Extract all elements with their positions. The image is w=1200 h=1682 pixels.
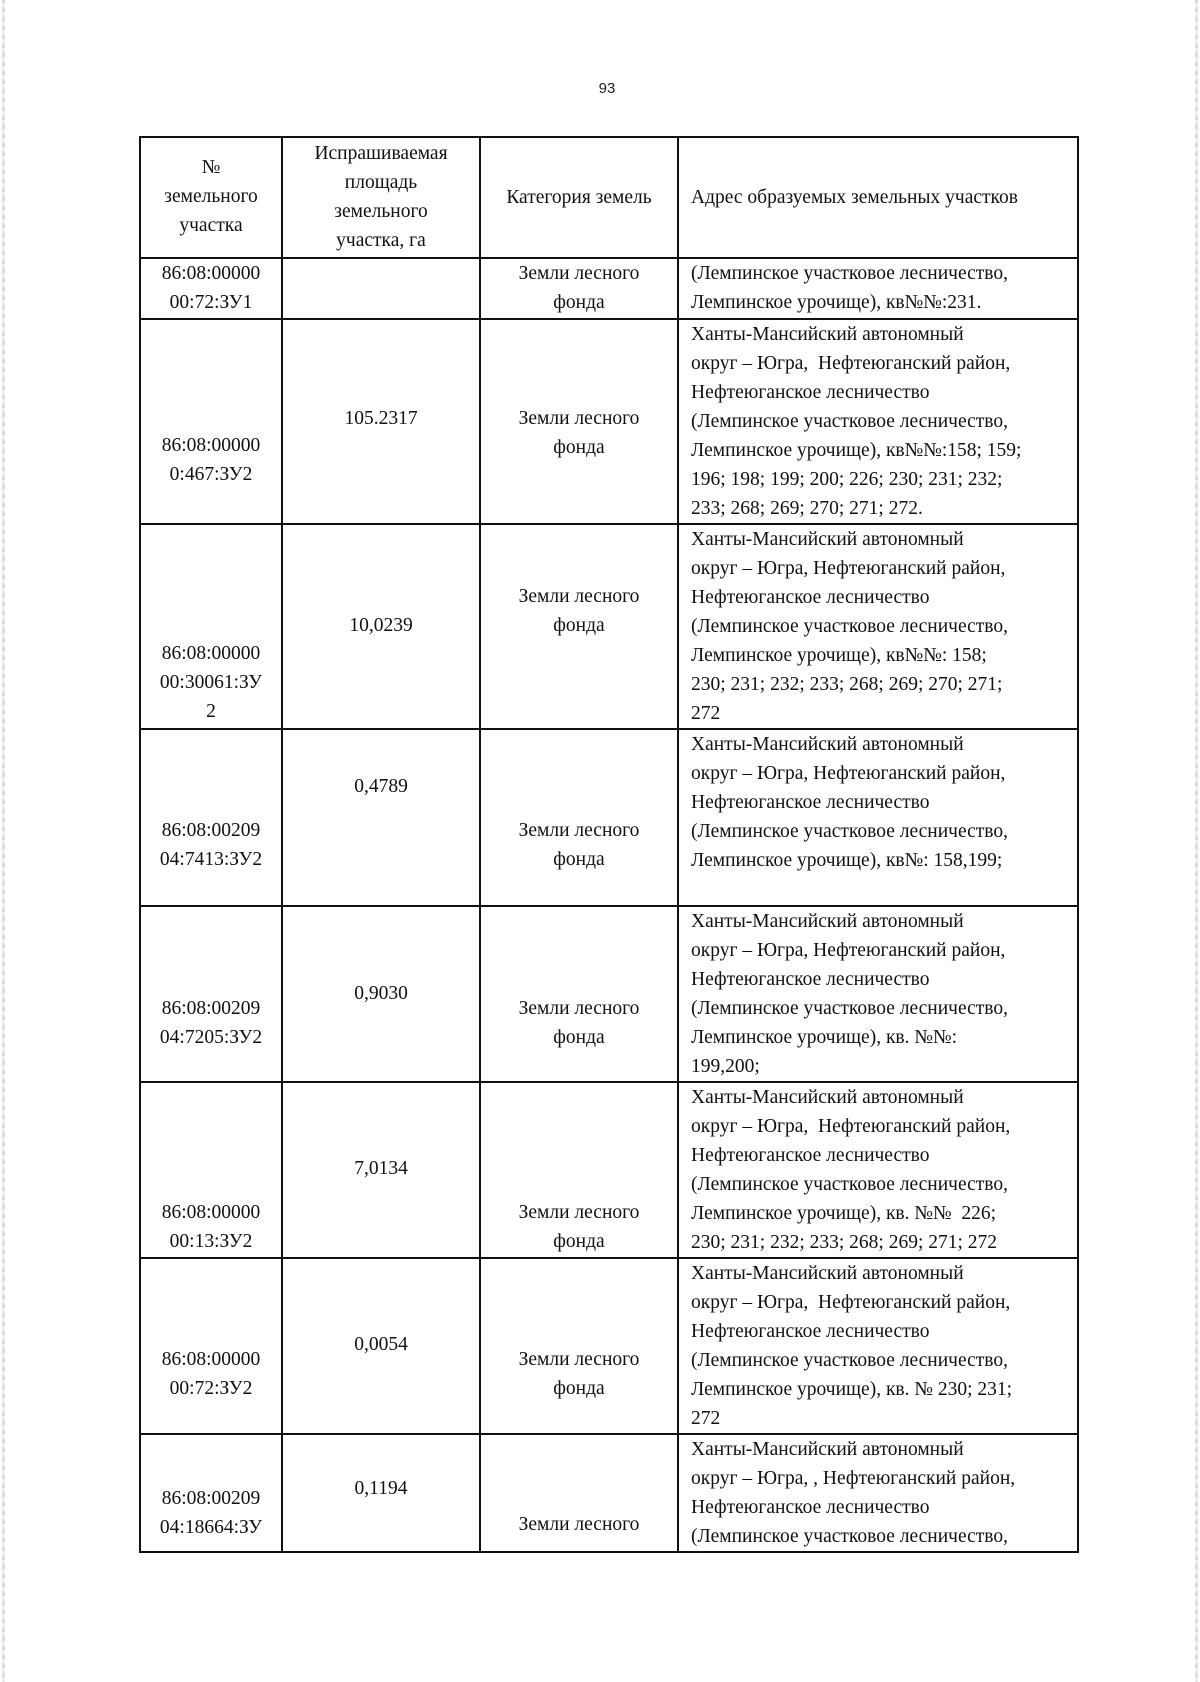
cell-address: Ханты-Мансийский автономный округ – Югра, Нефтеюганский район, Нефтеюганское лесничество (Лемпинское участковое лесничество, Лемпинское урочище), кв. №№ 226; 230; 231; 232; 233; 268; 269; 271; 272 <box>678 1082 1078 1258</box>
cell-area: 0,1194 <box>282 1434 480 1552</box>
table-row <box>140 258 1078 319</box>
cell-address: Ханты-Мансийский автономный округ – Югра, Нефтеюганский район, Нефтеюганское лесничество (Лемпинское участковое лесничество, Лемпинское урочище), кв№№: 158; 230; 231; 232; 233; 268; 269; 270; 271; 272 <box>678 524 1078 729</box>
table-row <box>140 1258 1078 1434</box>
header-address: Адрес образуемых земельных участков <box>678 137 1078 258</box>
cell-address: Ханты-Мансийский автономный округ – Югра, Нефтеюганский район, Нефтеюганское лесничество (Лемпинское участковое лесничество, Лемпинское урочище), кв№№:158; 159; 196; 198; 199; 200; 226; 230; 231; 232; 233; 268; 269; 270; 271; 272. <box>678 319 1078 524</box>
cell-plot-number: 86:08:00000 00:72:ЗУ1 <box>140 258 282 319</box>
cell-address: Ханты-Мансийский автономный округ – Югра, Нефтеюганский район, Нефтеюганское лесничество (Лемпинское участковое лесничество, Лемпинское урочище), кв. № 230; 231; 272 <box>678 1258 1078 1434</box>
cell-address: Ханты-Мансийский автономный округ – Югра, Нефтеюганский район, Нефтеюганское лесничество (Лемпинское участковое лесничество, Лемпинское урочище), кв. №№: 199,200; <box>678 906 1078 1082</box>
cell-address: Ханты-Мансийский автономный округ – Югра, , Нефтеюганский район, Нефтеюганское лесничество (Лемпинское участковое лесничество, <box>678 1434 1078 1552</box>
scan-edge-left <box>2 0 5 1682</box>
cell-area: 7,0134 <box>282 1082 480 1258</box>
cell-category: Земли лесного фонда <box>480 1258 678 1434</box>
cell-category: Земли лесного фонда <box>480 906 678 1082</box>
header-category: Категория земель <box>480 137 678 258</box>
cell-address: (Лемпинское участковое лесничество, Лемпинское урочище), кв№№:231. <box>678 258 1078 319</box>
cell-area: 10,0239 <box>282 524 480 729</box>
cell-category: Земли лесного фонда <box>480 729 678 906</box>
cell-category: Земли лесного фонда <box>480 258 678 319</box>
cell-plot-number: 86:08:00209 04:18664:ЗУ <box>140 1434 282 1552</box>
cell-category: Земли лесного фонда <box>480 319 678 524</box>
header-area: Испрашиваемая площадь земельного участка, га <box>282 137 480 258</box>
land-plots-table <box>139 136 1079 1553</box>
cell-area: 0,9030 <box>282 906 480 1082</box>
header-plot-number: № земельного участка <box>140 137 282 258</box>
cell-plot-number: 86:08:00000 00:13:ЗУ2 <box>140 1082 282 1258</box>
table-row <box>140 524 1078 729</box>
cell-plot-number: 86:08:00000 00:30061:ЗУ 2 <box>140 524 282 729</box>
cell-area <box>282 258 480 319</box>
table-row <box>140 1082 1078 1258</box>
table-row <box>140 1434 1078 1552</box>
scan-edge-right <box>1195 0 1198 1682</box>
cell-category: Земли лесного фонда <box>480 1082 678 1258</box>
cell-plot-number: 86:08:00209 04:7413:ЗУ2 <box>140 729 282 906</box>
cell-category: Земли лесного <box>480 1434 678 1552</box>
table-header-row <box>140 137 1078 258</box>
cell-area: 105.2317 <box>282 319 480 524</box>
page-number: 93 <box>598 80 616 97</box>
cell-plot-number: 86:08:00000 00:72:ЗУ2 <box>140 1258 282 1434</box>
cell-plot-number: 86:08:00209 04:7205:ЗУ2 <box>140 906 282 1082</box>
table-row <box>140 319 1078 524</box>
cell-category: Земли лесного фонда <box>480 524 678 729</box>
cell-area: 0,4789 <box>282 729 480 906</box>
table-row <box>140 906 1078 1082</box>
table-row <box>140 729 1078 906</box>
cell-area: 0,0054 <box>282 1258 480 1434</box>
cell-plot-number: 86:08:00000 0:467:ЗУ2 <box>140 319 282 524</box>
cell-address: Ханты-Мансийский автономный округ – Югра, Нефтеюганский район, Нефтеюганское лесничество (Лемпинское участковое лесничество, Лемпинское урочище), кв№: 158,199; <box>678 729 1078 906</box>
